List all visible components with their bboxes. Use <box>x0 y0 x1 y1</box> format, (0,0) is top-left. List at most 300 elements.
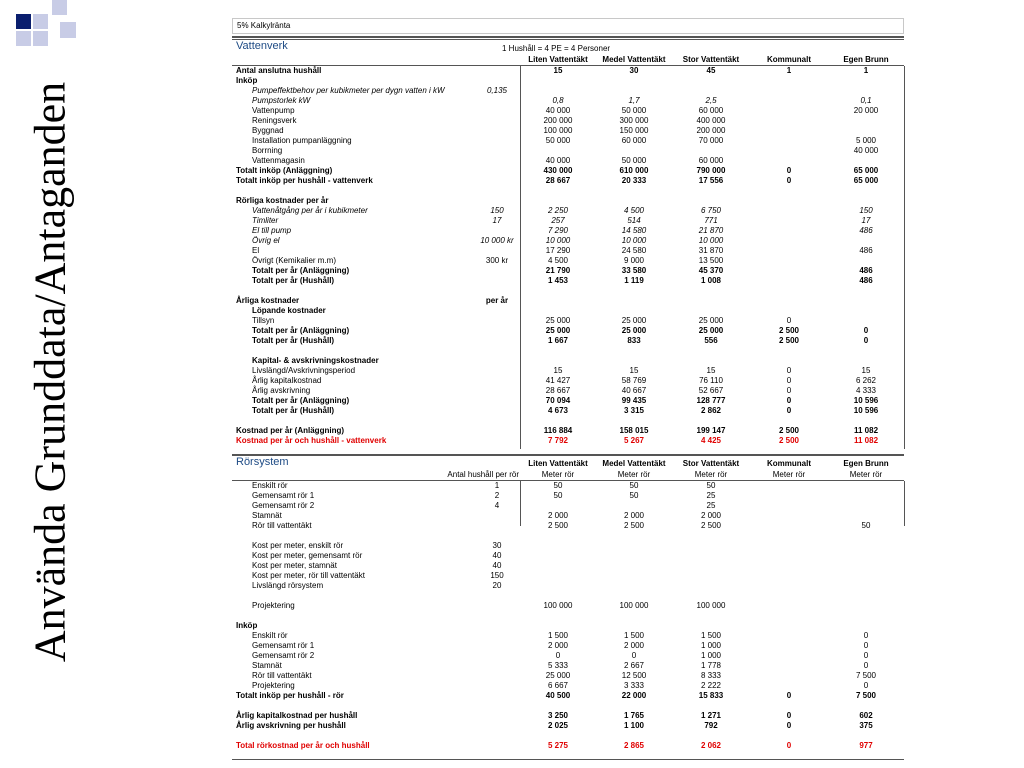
table-row <box>232 196 904 206</box>
row-label: Stamnät <box>252 511 282 520</box>
value-cell: 41 427 <box>545 376 571 385</box>
value-cell: 2 000 <box>700 511 722 520</box>
row-label: Rörliga kostnader per år <box>236 196 329 205</box>
value-cell: 0 <box>786 396 792 405</box>
value-cell: 5 267 <box>623 436 645 445</box>
row-label: Stamnät <box>252 661 282 670</box>
value-cell: 2 000 <box>547 641 569 650</box>
unit-label: Meter rör <box>694 470 728 479</box>
row-label: Kost per meter, gemensamt rör <box>252 551 363 560</box>
value-cell: 0 <box>863 631 869 640</box>
table-row <box>232 166 904 176</box>
value-cell: 24 580 <box>621 246 647 255</box>
value-cell: 7 500 <box>855 671 877 680</box>
column-divider <box>520 66 521 449</box>
value-cell: 15 833 <box>698 691 724 700</box>
value-cell: 40 000 <box>853 146 879 155</box>
row-label: Pumpeffektbehov per kubikmeter per dygn vatten i kW <box>252 86 445 95</box>
parameter-cell: 17 <box>492 216 502 225</box>
value-cell: 20 000 <box>853 106 879 115</box>
value-cell: 2 000 <box>547 511 569 520</box>
column-header: Egen Brunn <box>843 459 889 468</box>
row-label: Totalt inköp (Anläggning) <box>236 166 333 175</box>
parameter-cell: 300 kr <box>485 256 509 265</box>
value-cell: 76 110 <box>699 376 723 385</box>
table-row <box>232 356 904 366</box>
row-label: Totalt per år (Anläggning) <box>252 266 350 275</box>
value-cell: 150 000 <box>619 126 649 135</box>
table-row <box>232 741 904 751</box>
value-cell: 7 792 <box>547 436 569 445</box>
row-label: Livslängd rörsystem <box>252 581 324 590</box>
value-cell: 50 000 <box>621 106 647 115</box>
value-cell: 0,8 <box>552 96 564 105</box>
value-cell: 25 000 <box>621 326 647 335</box>
deco-square <box>52 0 67 15</box>
value-cell: 58 769 <box>621 376 647 385</box>
value-cell: 0 <box>863 336 869 345</box>
parameter-cell: 30 <box>492 541 502 550</box>
value-cell: 2 000 <box>623 641 645 650</box>
table-row <box>232 551 904 561</box>
slide-title: Använda Grunddata/Antaganden <box>25 81 75 663</box>
table-row <box>232 346 904 356</box>
row-label: Totalt inköp per hushåll - rör <box>236 691 344 700</box>
row-label: Kapital- & avskrivningskostnader <box>252 356 379 365</box>
table-row <box>232 76 904 86</box>
column-header: Kommunalt <box>767 459 811 468</box>
value-cell: 65 000 <box>853 176 879 185</box>
value-cell: 60 000 <box>621 136 647 145</box>
value-cell: 70 000 <box>698 136 724 145</box>
row-label: Totalt per år (Anläggning) <box>252 396 350 405</box>
value-cell: 400 000 <box>696 116 726 125</box>
value-cell: 0 <box>786 721 792 730</box>
row-label: Inköp <box>236 621 258 630</box>
value-cell: 10 596 <box>853 396 879 405</box>
row-label: Kost per meter, rör till vattentäkt <box>252 571 365 580</box>
row-label: Totalt per år (Anläggning) <box>252 326 350 335</box>
deco-square <box>60 22 76 38</box>
value-cell: 25 000 <box>698 326 724 335</box>
value-cell: 0 <box>786 406 792 415</box>
table-row <box>232 681 904 691</box>
unit-label: Meter rör <box>772 470 806 479</box>
value-cell: 17 556 <box>698 176 724 185</box>
parameter-cell: 1 <box>494 481 500 490</box>
value-cell: 1 271 <box>700 711 722 720</box>
value-cell: 2 500 <box>778 326 800 335</box>
row-label: Årlig kapitalkostnad per hushåll <box>236 711 358 720</box>
value-cell: 0 <box>631 651 637 660</box>
value-cell: 116 884 <box>543 426 573 435</box>
column-header: Medel Vattentäkt <box>602 55 666 64</box>
table-row <box>232 176 904 186</box>
row-label: Kostnad per år (Anläggning) <box>236 426 344 435</box>
row-label: Kostnad per år och hushåll - vattenverk <box>236 436 387 445</box>
value-cell: 60 000 <box>698 106 724 115</box>
parameter-cell: 20 <box>492 581 502 590</box>
rule <box>232 39 904 40</box>
row-label: Årlig kapitalkostnad <box>252 376 322 385</box>
value-cell: 1 667 <box>547 336 569 345</box>
value-cell: 100 000 <box>543 601 573 610</box>
value-cell: 50 000 <box>621 156 647 165</box>
value-cell: 99 435 <box>621 396 647 405</box>
value-cell: 2 250 <box>547 206 569 215</box>
table-row <box>232 691 904 701</box>
parameter-cell: 40 <box>492 561 502 570</box>
value-cell: 11 082 <box>853 426 879 435</box>
column-header: Kommunalt <box>767 55 811 64</box>
row-label: Vattenpump <box>252 106 295 115</box>
table-row <box>232 426 904 436</box>
value-cell: 833 <box>627 336 641 345</box>
value-cell: 10 000 <box>545 236 571 245</box>
row-label: Timliter <box>252 216 279 225</box>
table-row <box>232 306 904 316</box>
value-cell: 1 100 <box>623 721 645 730</box>
value-cell: 40 000 <box>545 156 571 165</box>
value-cell: 1 500 <box>700 631 722 640</box>
value-cell: 0 <box>786 166 792 175</box>
value-cell: 100 000 <box>696 601 726 610</box>
table-row <box>232 206 904 216</box>
table-row <box>232 521 904 531</box>
value-cell: 300 000 <box>619 116 649 125</box>
column-header: Medel Vattentäkt <box>602 459 666 468</box>
table-row <box>232 126 904 136</box>
table-row <box>232 541 904 551</box>
value-cell: 0 <box>786 316 792 325</box>
value-cell: 100 000 <box>543 126 573 135</box>
value-cell: 25 <box>706 501 716 510</box>
table-row <box>232 711 904 721</box>
row-label: Borrning <box>252 146 283 155</box>
table-row <box>232 601 904 611</box>
value-cell: 70 094 <box>545 396 571 405</box>
value-cell: 1 000 <box>700 641 722 650</box>
value-cell: 0,1 <box>860 96 872 105</box>
row-label: Totalt per år (Hushåll) <box>252 276 335 285</box>
value-cell: 10 000 <box>698 236 724 245</box>
row-label: Gemensamt rör 1 <box>252 491 315 500</box>
value-cell: 20 333 <box>621 176 647 185</box>
value-cell: 0 <box>863 641 869 650</box>
column-header: Egen Brunn <box>843 55 889 64</box>
table-row <box>232 641 904 651</box>
rule <box>232 759 904 760</box>
value-cell: 6 750 <box>700 206 722 215</box>
value-cell: 1 453 <box>547 276 569 285</box>
value-cell: 2 500 <box>778 336 800 345</box>
row-label: Löpande kostnader <box>252 306 326 315</box>
parameter-cell: per år <box>485 296 509 305</box>
table-row <box>232 721 904 731</box>
value-cell: 486 <box>859 276 873 285</box>
value-cell: 257 <box>551 216 565 225</box>
row-label: Vattenåtgång per år i kubikmeter <box>252 206 368 215</box>
value-cell: 10 000 <box>621 236 647 245</box>
table-row <box>232 336 904 346</box>
value-cell: 0 <box>786 366 792 375</box>
value-cell: 45 <box>706 66 716 75</box>
value-cell: 0 <box>863 651 869 660</box>
value-cell: 45 370 <box>698 266 724 275</box>
value-cell: 28 667 <box>545 386 571 395</box>
deco-square <box>16 14 31 29</box>
value-cell: 2 500 <box>778 436 800 445</box>
table-row <box>232 256 904 266</box>
table-row <box>232 236 904 246</box>
value-cell: 50 <box>553 481 563 490</box>
value-cell: 0 <box>555 651 561 660</box>
row-label: Rör till vattentäkt <box>252 671 312 680</box>
value-cell: 1 500 <box>547 631 569 640</box>
value-cell: 10 596 <box>853 406 879 415</box>
parameter-cell: 150 <box>490 206 504 215</box>
value-cell: 486 <box>859 266 873 275</box>
table-row <box>232 136 904 146</box>
value-cell: 0 <box>786 711 792 720</box>
value-cell: 50 <box>706 481 716 490</box>
value-cell: 25 000 <box>621 316 647 325</box>
row-label: Totalt inköp per hushåll - vattenverk <box>236 176 373 185</box>
table-row <box>232 276 904 286</box>
table-row <box>232 631 904 641</box>
value-cell: 128 777 <box>696 396 726 405</box>
value-cell: 2 025 <box>547 721 569 730</box>
value-cell: 1 <box>863 66 869 75</box>
table-row <box>232 661 904 671</box>
value-cell: 1 119 <box>624 276 644 285</box>
rorsystem-header-row <box>232 459 904 469</box>
deco-square <box>33 31 48 46</box>
row-label: Totalt per år (Hushåll) <box>252 336 335 345</box>
column-divider <box>904 481 905 526</box>
table-row <box>232 651 904 661</box>
row-label: Installation pumpanläggning <box>252 136 352 145</box>
deco-square <box>16 31 31 46</box>
value-cell: 4 333 <box>855 386 877 395</box>
value-cell: 15 <box>861 366 871 375</box>
value-cell: 199 147 <box>696 426 726 435</box>
table-row <box>232 501 904 511</box>
value-cell: 486 <box>859 226 873 235</box>
table-row <box>232 481 904 491</box>
value-cell: 21 790 <box>545 266 571 275</box>
parameter-cell: 2 <box>494 491 500 500</box>
row-label: Projektering <box>252 681 295 690</box>
value-cell: 25 000 <box>545 671 571 680</box>
row-label: Byggnad <box>252 126 284 135</box>
table-row <box>232 66 904 76</box>
value-cell: 150 <box>859 206 873 215</box>
row-label: Kost per meter, enskilt rör <box>252 541 344 550</box>
table-row <box>232 156 904 166</box>
value-cell: 375 <box>859 721 873 730</box>
value-cell: 60 000 <box>698 156 724 165</box>
value-cell: 100 000 <box>619 601 649 610</box>
value-cell: 11 082 <box>853 436 879 445</box>
table-row <box>232 621 904 631</box>
table-row <box>232 286 904 296</box>
rule <box>232 36 904 38</box>
value-cell: 0 <box>863 681 869 690</box>
row-label: Inköp <box>236 76 258 85</box>
value-cell: 25 <box>706 491 716 500</box>
value-cell: 200 000 <box>696 126 726 135</box>
value-cell: 50 <box>629 491 639 500</box>
value-cell: 200 000 <box>543 116 573 125</box>
value-cell: 6 262 <box>855 376 877 385</box>
value-cell: 977 <box>859 741 873 750</box>
table-row <box>232 671 904 681</box>
table-row <box>232 611 904 621</box>
value-cell: 556 <box>704 336 718 345</box>
table-row <box>232 116 904 126</box>
table-row <box>232 86 904 96</box>
value-cell: 5 275 <box>547 741 569 750</box>
value-cell: 50 <box>861 521 871 530</box>
column-header: Liten Vattentäkt <box>528 55 588 64</box>
value-cell: 610 000 <box>619 166 649 175</box>
value-cell: 17 <box>861 216 871 225</box>
table-row <box>232 436 904 446</box>
value-cell: 65 000 <box>853 166 879 175</box>
value-cell: 2 000 <box>623 511 645 520</box>
value-cell: 2,5 <box>705 96 717 105</box>
row-label: Enskilt rör <box>252 481 288 490</box>
table-row <box>232 146 904 156</box>
row-label: Reningsverk <box>252 116 297 125</box>
rule <box>232 454 904 456</box>
value-cell: 2 500 <box>547 521 569 530</box>
table-row <box>232 386 904 396</box>
value-cell: 9 000 <box>623 256 645 265</box>
value-cell: 0 <box>786 376 792 385</box>
value-cell: 158 015 <box>619 426 649 435</box>
value-cell: 792 <box>704 721 718 730</box>
table-row <box>232 701 904 711</box>
value-cell: 2 500 <box>623 521 645 530</box>
spreadsheet <box>232 18 904 760</box>
value-cell: 1 <box>786 66 792 75</box>
value-cell: 790 000 <box>696 166 726 175</box>
row-label: Övrigt (Kemikalier m.m) <box>252 256 337 265</box>
value-cell: 28 667 <box>545 176 571 185</box>
value-cell: 52 667 <box>698 386 724 395</box>
value-cell: 2 667 <box>623 661 645 670</box>
value-cell: 1 778 <box>700 661 722 670</box>
value-cell: 1 765 <box>623 711 645 720</box>
section-title-vattenverk: Vattenverk <box>236 40 288 52</box>
unit-label: Meter rör <box>541 470 575 479</box>
row-label: Gemensamt rör 2 <box>252 651 315 660</box>
value-cell: 14 580 <box>621 226 647 235</box>
value-cell: 33 580 <box>621 266 647 275</box>
table-row <box>232 396 904 406</box>
row-label: Övrig el <box>252 236 280 245</box>
sheet-caption: 5% Kalkylränta <box>232 18 904 34</box>
row-label: Rör till vattentäkt <box>252 521 312 530</box>
value-cell: 15 <box>553 66 563 75</box>
value-cell: 8 333 <box>700 671 722 680</box>
value-cell: 7 500 <box>855 691 877 700</box>
table-row <box>232 366 904 376</box>
parameter-cell: 150 <box>490 571 504 580</box>
table-row <box>232 266 904 276</box>
value-cell: 3 333 <box>623 681 645 690</box>
value-cell: 0 <box>863 661 869 670</box>
unit-label: Meter rör <box>849 470 883 479</box>
value-cell: 5 333 <box>547 661 569 670</box>
row-label: Vattenmagasin <box>252 156 305 165</box>
value-cell: 2 500 <box>778 426 800 435</box>
value-cell: 2 865 <box>623 741 645 750</box>
table-row <box>232 216 904 226</box>
row-label: Årliga kostnader <box>236 296 300 305</box>
column-header: Stor Vattentäkt <box>682 55 740 64</box>
value-cell: 40 667 <box>621 386 647 395</box>
value-cell: 4 500 <box>623 206 645 215</box>
value-cell: 2 062 <box>700 741 722 750</box>
table-row <box>232 491 904 501</box>
value-cell: 21 870 <box>698 226 724 235</box>
value-cell: 50 <box>629 481 639 490</box>
value-cell: 602 <box>859 711 873 720</box>
value-cell: 0 <box>786 741 792 750</box>
value-cell: 7 290 <box>547 226 569 235</box>
row-label: Enskilt rör <box>252 631 288 640</box>
value-cell: 15 <box>629 366 639 375</box>
value-cell: 12 500 <box>621 671 647 680</box>
section-title-rorsystem: Rörsystem <box>236 456 289 468</box>
value-cell: 486 <box>859 246 873 255</box>
parameter-cell: 40 <box>492 551 502 560</box>
row-label: Pumpstorlek kW <box>252 96 311 105</box>
column-header: Stor Vattentäkt <box>682 459 740 468</box>
table-row <box>232 246 904 256</box>
table-row <box>232 186 904 196</box>
value-cell: 25 000 <box>545 316 571 325</box>
table-row <box>232 571 904 581</box>
row-label: Tillsyn <box>252 316 275 325</box>
row-label: El <box>252 246 260 255</box>
row-label: Årlig avskrivning <box>252 386 311 395</box>
value-cell: 1 000 <box>700 651 722 660</box>
value-cell: 514 <box>627 216 641 225</box>
row-label: Livslängd/Avskrivningsperiod <box>252 366 356 375</box>
row-label: Gemensamt rör 2 <box>252 501 315 510</box>
table-row <box>232 96 904 106</box>
table-row <box>232 106 904 116</box>
parameter-cell: 4 <box>494 501 500 510</box>
row-label: Årlig avskrivning per hushåll <box>236 721 346 730</box>
value-cell: 771 <box>704 216 718 225</box>
row-label: El till pump <box>252 226 292 235</box>
value-cell: 5 000 <box>855 136 877 145</box>
value-cell: 3 250 <box>547 711 569 720</box>
row-label: Gemensamt rör 1 <box>252 641 315 650</box>
value-cell: 0 <box>863 326 869 335</box>
table-row <box>232 561 904 571</box>
value-cell: 17 290 <box>545 246 571 255</box>
table-row <box>232 406 904 416</box>
table-row <box>232 226 904 236</box>
row-label: Projektering <box>252 601 295 610</box>
value-cell: 25 000 <box>698 316 724 325</box>
